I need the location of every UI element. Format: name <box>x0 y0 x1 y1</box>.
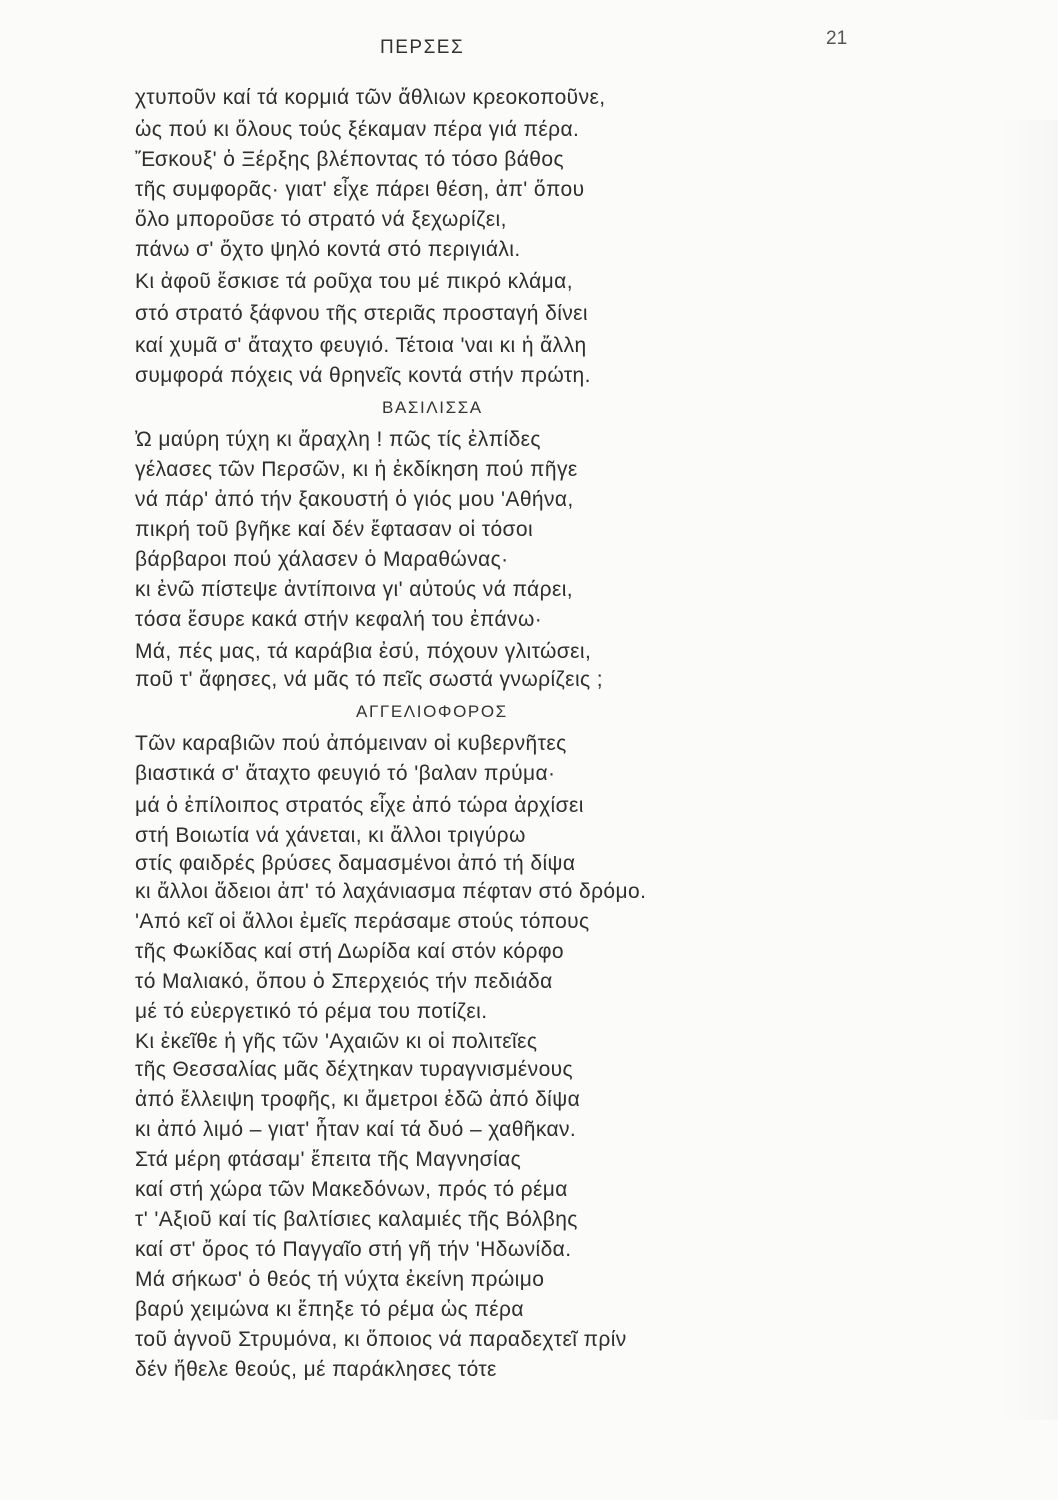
speaker-heading-queen: ΒΑΣΙΛΙΣΣΑ <box>382 398 483 417</box>
verse-line: στό στρατό ξάφνου τῆς στεριᾶς προσταγή δίνει <box>135 302 588 325</box>
verse-line: ποῦ τ' ἄφησες, νά μᾶς τό πεῖς σωστά γνωρίζεις ; <box>135 668 604 691</box>
page-edge-shadow <box>998 120 1058 1420</box>
verse-line: τῆς συμφορᾶς· γιατ' εἶχε πάρει θέση, ἀπ' ὅπου <box>135 178 585 201</box>
verse-line: Στά μέρη φτάσαμ' ἔπειτα τῆς Μαγνησίας <box>135 1148 522 1171</box>
verse-line: 'Από κεῖ οἱ ἄλλοι ἐμεῖς περάσαμε στούς τόπους <box>135 910 590 933</box>
verse-line: τ' 'Αξιοῦ καί τίς βαλτίσιες καλαμιές τῆς Βόλβης <box>135 1208 578 1231</box>
verse-line: δέν ἤθελε θεούς, μέ παράκλησες τότε <box>135 1358 497 1381</box>
verse-line: Κι ἐκεῖθε ἡ γῆς τῶν 'Αχαιῶν κι οἱ πολιτεῖες <box>135 1030 538 1053</box>
verse-line: ὅλο μποροῦσε τό στρατό νά ξεχωρίζει, <box>135 208 507 231</box>
verse-line: Μά σήκωσ' ὁ θεός τή νύχτα ἐκείνη πρώιμο <box>135 1268 545 1291</box>
verse-line: Ὠ μαύρη τύχη κι ἄραχλη ! πῶς τίς ἐλπίδες <box>135 428 541 451</box>
verse-line: καί χυμᾶ σ' ἄταχτο φευγιό. Τέτοια 'ναι κι ἡ ἄλλη <box>135 334 587 357</box>
verse-line: βάρβαροι πού χάλασεν ὁ Μαραθώνας· <box>135 548 509 571</box>
verse-line: μά ὁ ἐπίλοιπος στρατός εἶχε ἀπό τώρα ἀρχίσει <box>135 794 584 817</box>
verse-line: πικρή τοῦ βγῆκε καί δέν ἔφτασαν οἱ τόσοι <box>135 518 534 541</box>
verse-line: μέ τό εὐεργετικό τό ρέμα του ποτίζει. <box>135 1000 488 1023</box>
verse-line: κι ἀπό λιμό – γιατ' ἦταν καί τά δυό – χαθῆκαν. <box>135 1118 577 1141</box>
speaker-heading-messenger: ΑΓΓΕΛΙΟΦΟΡΟΣ <box>356 702 508 721</box>
verse-line: βιαστικά σ' ἄταχτο φευγιό τό 'βαλαν πρύμα· <box>135 762 556 785</box>
verse-line: τοῦ ἁγνοῦ Στρυμόνα, κι ὅποιος νά παραδεχτεῖ πρίν <box>135 1328 627 1351</box>
verse-line: στίς φαιδρές βρύσες δαμασμένοι ἀπό τή δίψα <box>135 852 576 875</box>
verse-line: πάνω σ' ὄχτο ψηλό κοντά στό περιγιάλι. <box>135 238 521 261</box>
verse-line: τόσα ἔσυρε κακά στήν κεφαλή του ἐπάνω· <box>135 608 543 631</box>
verse-line: καί στ' ὄρος τό Παγγαῖο στή γῆ τήν 'Ηδωνίδα. <box>135 1238 572 1261</box>
verse-line: τό Μαλιακό, ὅπου ὁ Σπερχειός τήν πεδιάδα <box>135 970 553 993</box>
verse-line: χτυποῦν καί τά κορμιά τῶν ἄθλιων κρεοκοποῦνε, <box>135 86 606 109</box>
verse-line: στή Βοιωτία νά χάνεται, κι ἄλλοι τριγύρω <box>135 824 526 847</box>
verse-line: συμφορά πόχεις νά θρηνεῖς κοντά στήν πρώτη. <box>135 364 591 387</box>
verse-line: νά πάρ' ἀπό τήν ξακουστή ὁ γιός μου 'Αθήνα, <box>135 488 574 511</box>
verse-line: Τῶν καραβιῶν πού ἀπόμειναν οἱ κυβερνῆτες <box>135 732 567 755</box>
verse-line: τῆς Θεσσαλίας μᾶς δέχτηκαν τυραγνισμένους <box>135 1058 574 1081</box>
verse-line: κι ἐνῶ πίστεψε ἀντίποινα γι' αὐτούς νά πάρει, <box>135 578 574 601</box>
verse-line: τῆς Φωκίδας καί στή Δωρίδα καί στόν κόρφο <box>135 940 564 963</box>
verse-line: γέλασες τῶν Περσῶν, κι ἡ ἐκδίκηση πού πῆγε <box>135 458 578 481</box>
verse-line: κι ἄλλοι ἄδειοι ἀπ' τό λαχάνιασμα πέφταν στό δρόμο. <box>135 880 647 903</box>
verse-line: Ἔσκουξ' ὁ Ξέρξης βλέποντας τό τόσο βάθος <box>135 148 564 171</box>
verse-line: ἀπό ἔλλειψη τροφῆς, κι ἄμετροι ἐδῶ ἀπό δίψα <box>135 1088 581 1111</box>
verse-line: Κι ἀφοῦ ἔσκισε τά ροῦχα του μέ πικρό κλάμα, <box>135 270 573 293</box>
verse-line: Μά, πές μας, τά καράβια ἐσύ, πόχουν γλιτώσει, <box>135 640 592 663</box>
verse-line: καί στή χώρα τῶν Μακεδόνων, πρός τό ρέμα <box>135 1178 568 1201</box>
running-header-title: ΠΕΡΣΕΣ <box>380 37 465 58</box>
page-number: 21 <box>826 28 848 49</box>
verse-line: ὡς πού κι ὅλους τούς ξέκαμαν πέρα γιά πέρα. <box>135 118 580 141</box>
verse-line: βαρύ χειμώνα κι ἔπηξε τό ρέμα ὡς πέρα <box>135 1298 524 1321</box>
